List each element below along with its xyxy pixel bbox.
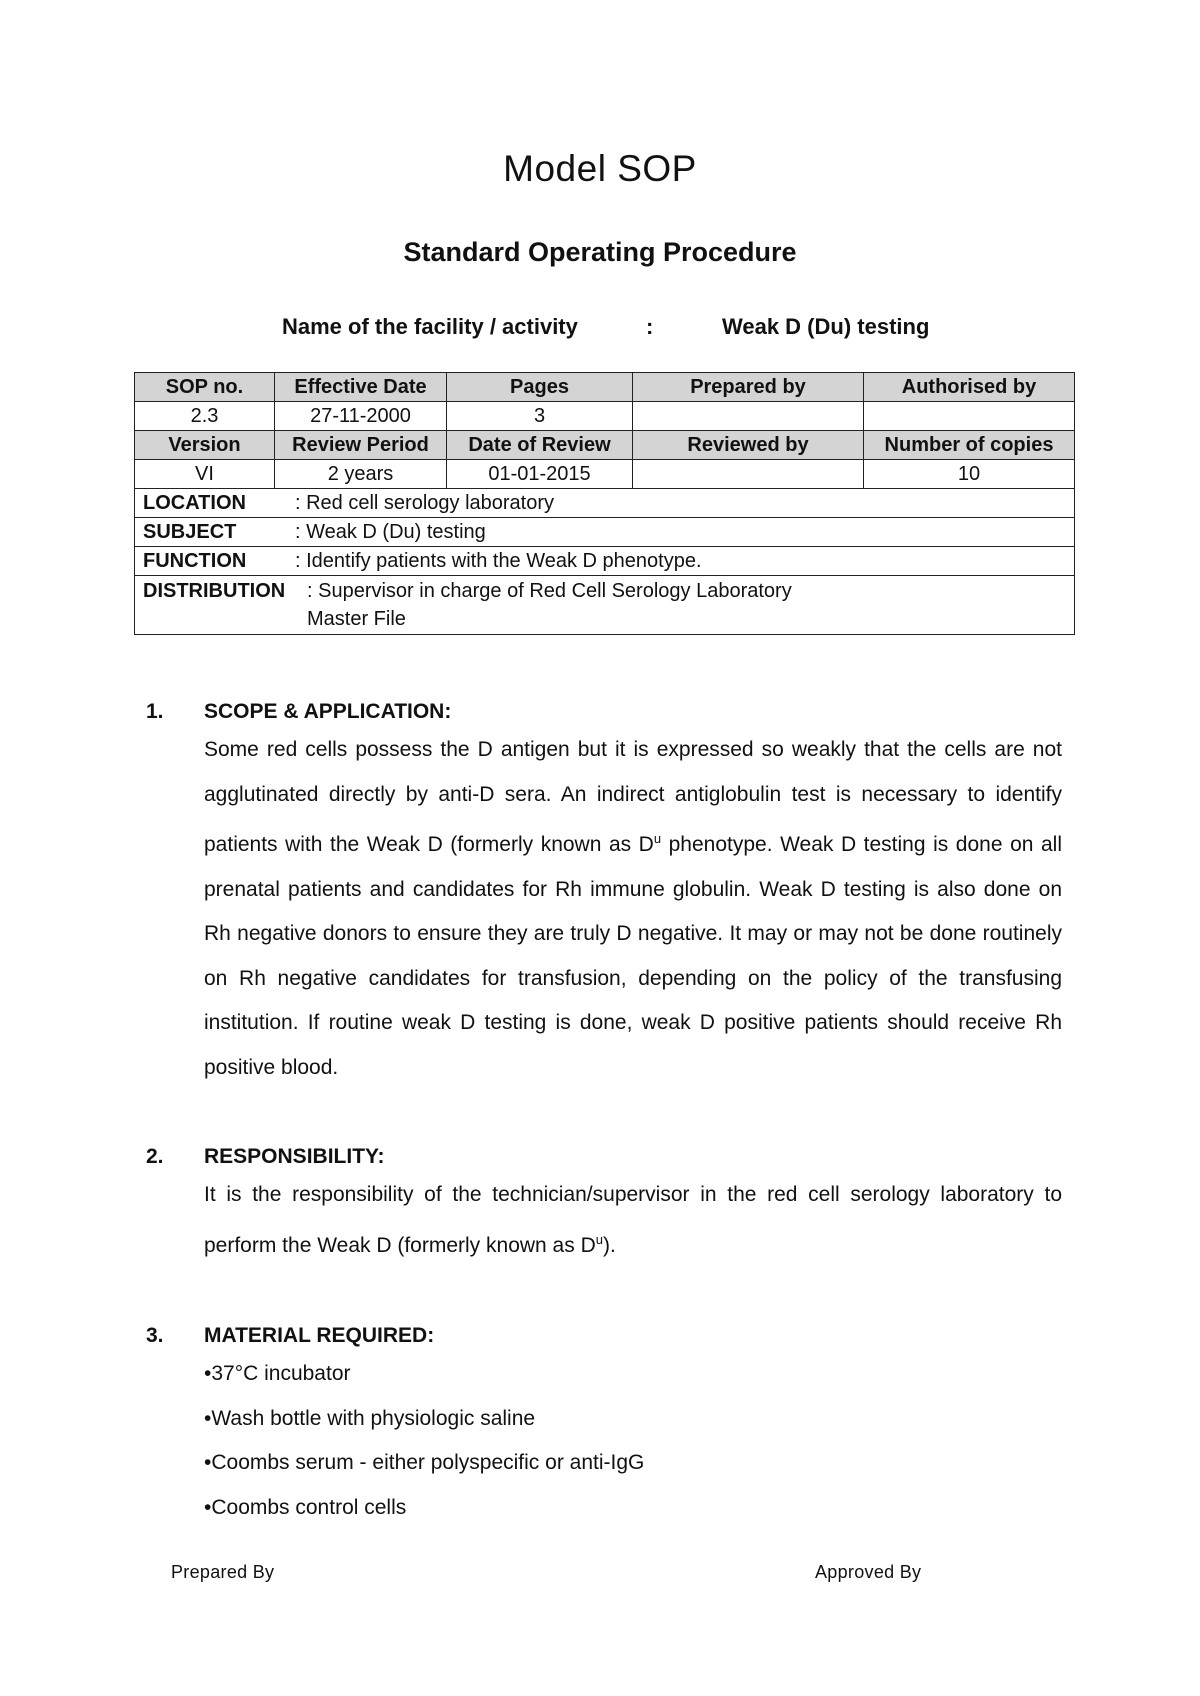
list-item: •Coombs control cells <box>204 1495 407 1519</box>
table-row <box>135 431 1075 460</box>
list-item: •Wash bottle with physiologic saline <box>204 1406 536 1430</box>
value-sop-no: 2.3 <box>135 402 275 431</box>
superscript: u <box>595 1231 603 1247</box>
value-authorised-by <box>864 402 1075 431</box>
function-label: FUNCTION <box>143 550 247 572</box>
value-prepared-by <box>633 402 864 431</box>
section-body <box>204 728 1062 1090</box>
materials-list <box>146 1352 1062 1530</box>
value-number-of-copies: 10 <box>864 460 1075 489</box>
footer-approved-by: Approved By <box>815 1562 922 1582</box>
distribution-value-2: Master File <box>307 608 406 630</box>
section-heading <box>146 1324 1062 1348</box>
superscript: u <box>653 831 662 846</box>
subject-value: : Weak D (Du) testing <box>295 521 486 543</box>
table-row <box>135 518 1075 547</box>
section-number: 3. <box>146 1324 164 1347</box>
section-title: SCOPE & APPLICATION: <box>204 700 452 723</box>
section-scope <box>146 700 1062 1090</box>
section-number: 2. <box>146 1145 164 1168</box>
header-effective-date: Effective Date <box>275 373 447 402</box>
location-cell <box>135 489 1075 518</box>
table-row <box>135 576 1075 635</box>
section-heading <box>146 1145 1062 1169</box>
table-row <box>135 373 1075 402</box>
value-reviewed-by <box>633 460 864 489</box>
header-number-of-copies: Number of copies <box>864 431 1075 460</box>
document-title: Model SOP <box>503 148 697 189</box>
body-text: phenotype. Weak D testing is done on all prenatal patients and candidates for Rh immune globulin. Weak D testing is also done on Rh negative donors to ensure they are truly D negative. It may or may not be done routinely on Rh negative candidates for transfusion, depending on the policy of the transfusing institution. If routine weak D testing is done, weak D positive patients should receive Rh positive blood. <box>204 833 1062 1079</box>
table-row <box>135 489 1075 518</box>
header-review-period: Review Period <box>275 431 447 460</box>
section-heading <box>146 700 1062 724</box>
header-reviewed-by: Reviewed by <box>633 431 864 460</box>
footer-prepared-by: Prepared By <box>171 1562 275 1582</box>
section-title: MATERIAL REQUIRED: <box>204 1324 435 1347</box>
function-value: : Identify patients with the Weak D phenotype. <box>295 550 702 572</box>
section-number: 1. <box>146 700 164 723</box>
header-pages: Pages <box>447 373 633 402</box>
distribution-cell <box>135 576 1075 635</box>
value-review-period: 2 years <box>275 460 447 489</box>
value-version: VI <box>135 460 275 489</box>
body-text: It is the responsibility of the technician/supervisor in the red cell serology laboratory to perform the Weak D (formerly known as D <box>204 1183 1062 1257</box>
location-value: : Red cell serology laboratory <box>295 492 555 514</box>
distribution-value-1: : Supervisor in charge of Red Cell Serology Laboratory <box>307 580 792 602</box>
facility-label: Name of the facility / activity <box>282 314 578 339</box>
header-sop-no: SOP no. <box>135 373 275 402</box>
section-title: RESPONSIBILITY: <box>204 1145 385 1168</box>
function-cell <box>135 547 1075 576</box>
location-label: LOCATION <box>143 492 246 514</box>
section-materials <box>146 1324 1062 1530</box>
header-authorised-by: Authorised by <box>864 373 1075 402</box>
subject-label: SUBJECT <box>143 521 237 543</box>
section-body <box>204 1173 1062 1268</box>
list-item: •Coombs serum - either polyspecific or anti-IgG <box>204 1451 645 1474</box>
header-prepared-by: Prepared by <box>633 373 864 402</box>
sop-metadata-table <box>134 372 1075 635</box>
section-responsibility <box>146 1145 1062 1268</box>
subject-cell <box>135 518 1075 547</box>
document-subtitle: Standard Operating Procedure <box>403 237 797 267</box>
body-text: ). <box>602 1233 616 1257</box>
facility-colon: : <box>646 314 654 339</box>
table-row <box>135 402 1075 431</box>
facility-value: Weak D (Du) testing <box>722 314 930 339</box>
table-row <box>135 460 1075 489</box>
value-pages: 3 <box>447 402 633 431</box>
value-date-of-review: 01-01-2015 <box>447 460 633 489</box>
value-effective-date: 27-11-2000 <box>275 402 447 431</box>
table-row <box>135 547 1075 576</box>
header-version: Version <box>135 431 275 460</box>
header-date-of-review: Date of Review <box>447 431 633 460</box>
body-text: Some red cells possess the D antigen but it is expressed so weakly that the cells are not agglutinated directly by anti-D sera. An indirect antiglobulin test is necessary to identify patients with the Weak D (formerly known as D <box>204 738 1062 856</box>
list-item: •37°C incubator <box>204 1362 351 1385</box>
distribution-label: DISTRIBUTION <box>143 580 286 602</box>
